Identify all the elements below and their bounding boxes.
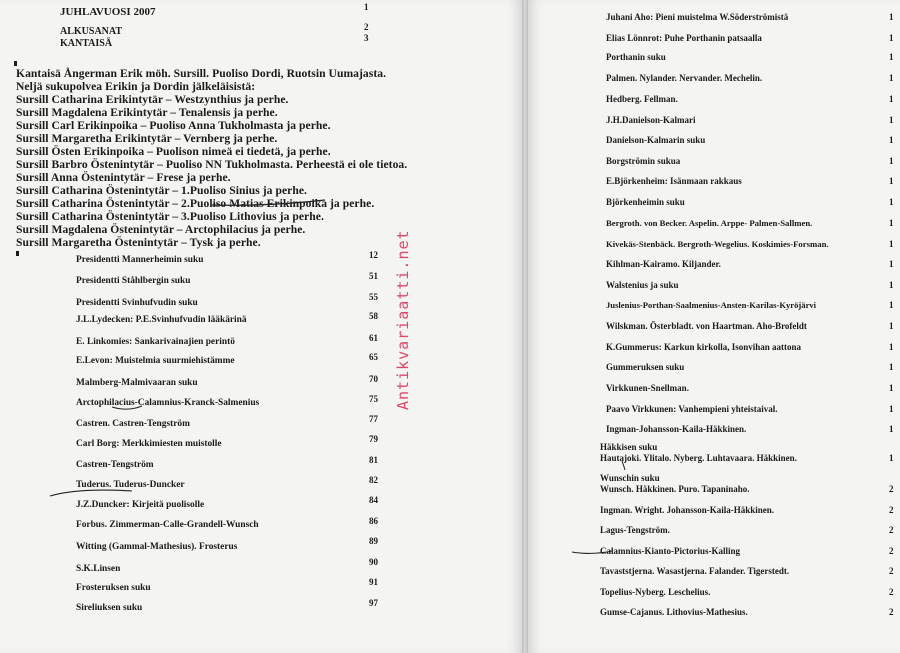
toc-entry: Walstenius ja suku xyxy=(606,280,679,290)
toc-entry: Wunschin suku xyxy=(600,473,660,483)
ancestry-line: Sursill Margaretha Östenintytär – Tysk ja perhe. xyxy=(16,236,261,249)
toc-entry: Presidentti Ståhlbergin suku xyxy=(76,276,191,286)
toc-entry: E.Levon: Muistelmia suurmiehistämme xyxy=(76,356,235,366)
toc-page: 1 xyxy=(889,342,894,352)
toc-entry: Wilskman. Österbladt. von Haartman. Aho-Brofeldt xyxy=(606,321,807,331)
toc-page: 1 xyxy=(889,176,894,186)
toc-page: 79 xyxy=(369,434,378,444)
toc-page: 55 xyxy=(369,292,378,302)
toc-page: 1 xyxy=(889,94,894,104)
intro-page-1: 3 xyxy=(364,33,369,43)
toc-page: 81 xyxy=(369,455,378,465)
ancestry-line: Sursill Anna Östenintytär – Frese ja perhe. xyxy=(16,171,231,184)
toc-page: 77 xyxy=(369,414,378,424)
ancestry-line: Sursill Carl Erikinpoika – Puoliso Anna Tukholmasta ja perhe. xyxy=(16,119,331,132)
toc-page: 1 xyxy=(889,73,894,83)
toc-entry: Frosteruksen suku xyxy=(76,583,151,593)
toc-entry: Hautajoki. Ylitalo. Nyberg. Luhtavaara. Häkkinen. xyxy=(600,453,797,463)
toc-page: 1 xyxy=(889,321,894,331)
toc-page: 82 xyxy=(369,475,378,485)
toc-entry: Presidentti Svinhufvudin suku xyxy=(76,298,198,308)
toc-page: 91 xyxy=(369,577,378,587)
toc-entry: Kivekäs-Stenbäck. Bergroth-Wegelius. Koskimies-Forsman. xyxy=(606,239,829,249)
toc-page: 1 xyxy=(889,239,894,249)
bullet-mark xyxy=(16,251,19,256)
toc-page: 75 xyxy=(369,394,378,404)
toc-entry: Ingman-Johansson-Kaila-Häkkinen. xyxy=(606,424,747,434)
bullet-mark xyxy=(14,61,17,66)
toc-entry: Arctophilacius-Calamnius-Kranck-Salmenius xyxy=(76,398,260,408)
ancestry-line: Sursill Catharina Erikintytär – Westzynthius ja perhe. xyxy=(16,93,289,106)
toc-entry: Carl Borg: Merkkimiesten muistolle xyxy=(76,439,222,449)
toc-page: 1 xyxy=(889,218,894,228)
toc-entry: Topelius-Nyberg. Leschelius. xyxy=(600,587,711,597)
toc-page: 2 xyxy=(889,607,894,617)
toc-entry: S.K.Linsen xyxy=(76,564,121,574)
toc-page: 1 xyxy=(889,115,894,125)
toc-entry: J.L.Lydecken: P.E.Svinhufvudin lääkärinä xyxy=(76,315,247,325)
toc-entry: Malmberg-Malmivaaran suku xyxy=(76,378,198,388)
toc-page: 2 xyxy=(889,587,894,597)
ancestry-line: Sursill Catharina Östenintytär – 1.Puoliso Sinius ja perhe. xyxy=(16,184,308,197)
toc-entry: Tavaststjerna. Wasastjerna. Falander. Tigerstedt. xyxy=(600,566,790,576)
toc-entry: Forbus. Zimmerman-Calle-Grandell-Wunsch xyxy=(76,520,259,530)
toc-page: 1 xyxy=(889,156,894,166)
toc-page: 12 xyxy=(369,250,378,260)
toc-entry: Tuderus. Tuderus-Duncker xyxy=(76,480,185,490)
toc-entry: Danielson-Kalmarin suku xyxy=(606,135,706,145)
toc-entry: Paavo Virkkunen: Vanhempieni yhteistaival. xyxy=(606,404,778,414)
toc-entry: K.Gummerus: Karkun kirkolla, Isonvihan aattona xyxy=(606,342,802,352)
toc-page: 84 xyxy=(369,495,378,505)
watermark-text: Antikvariaatti.net xyxy=(394,229,412,410)
toc-entry: Castren. Castren-Tengström xyxy=(76,419,190,429)
toc-entry: Gummeruksen suku xyxy=(606,362,685,372)
toc-page: 2 xyxy=(889,505,894,515)
toc-entry: Björkenheimin suku xyxy=(606,197,685,207)
toc-entry: E. Linkomies: Sankarivainajien perintö xyxy=(76,337,235,347)
toc-page: 86 xyxy=(369,516,378,526)
toc-page: 58 xyxy=(369,311,378,321)
ancestry-line: Sursill Catharina Östenintytär – 3.Puoliso Lithovius ja perhe. xyxy=(16,210,324,223)
toc-page: 1 xyxy=(889,33,894,43)
toc-page: 89 xyxy=(369,536,378,546)
ancestry-line: Sursill Margaretha Erikintytär – Vernberg ja perhe. xyxy=(16,132,278,145)
toc-page: 51 xyxy=(369,271,378,281)
toc-entry: Sireliuksen suku xyxy=(76,603,143,613)
toc-page: 1 xyxy=(889,52,894,62)
toc-entry: Palmen. Nylander. Nervander. Mechelin. xyxy=(606,73,763,83)
toc-page: 70 xyxy=(369,374,378,384)
toc-page: 1 xyxy=(889,424,894,434)
toc-page: 1 xyxy=(889,280,894,290)
ancestry-line: Neljä sukupolvea Erikin ja Dordin jälkeläisistä: xyxy=(16,80,256,93)
toc-page: 65 xyxy=(369,352,378,362)
page-title: JUHLAVUOSI 2007 xyxy=(60,6,156,18)
toc-entry: Lagus-Tengström. xyxy=(600,525,670,535)
toc-page: 1 xyxy=(889,383,894,393)
toc-page: 2 xyxy=(889,546,894,556)
toc-page: 1 xyxy=(889,300,894,310)
toc-entry: Castren-Tengström xyxy=(76,460,154,470)
toc-page: 2 xyxy=(889,525,894,535)
toc-page: 1 xyxy=(889,362,894,372)
toc-page: 90 xyxy=(369,557,378,567)
header-page-number: 1 xyxy=(364,2,369,12)
intro-label-0: ALKUSANAT xyxy=(60,26,123,37)
toc-entry: Wunsch. Häkkinen. Puro. Tapaninaho. xyxy=(600,484,750,494)
ancestry-line: Sursill Magdalena Erikintytär – Tenalensis ja perhe. xyxy=(16,106,278,119)
toc-page: 1 xyxy=(889,197,894,207)
ancestry-line: Sursill Östen Erikinpoika – Puolison nimeä ei tiedetä, ja perhe. xyxy=(16,145,331,158)
toc-page: 1 xyxy=(889,135,894,145)
ancestry-line: Sursill Magdalena Östenintytär – Arctophilacius ja perhe. xyxy=(16,223,306,236)
ancestry-line: Sursill Catharina Östenintytär – 2.Puoliso Matias Erikinpoika ja perhe. xyxy=(16,197,375,210)
toc-entry: Juslenius-Porthan-Saalmenius-Ansten-Karilas-Kyröjärvi xyxy=(606,300,817,310)
toc-page: 2 xyxy=(889,484,894,494)
toc-page: 1 xyxy=(889,259,894,269)
ancestry-line: Kantaisä Ångerman Erik möh. Sursill. Puoliso Dordi, Ruotsin Uumajasta. xyxy=(16,67,387,80)
right-page xyxy=(528,0,900,653)
toc-entry: Kihlman-Kairamo. Kiljander. xyxy=(606,259,721,269)
toc-entry: Calamnius-Kianto-Pictorius-Kalling xyxy=(600,546,741,556)
toc-page: 1 xyxy=(889,453,894,463)
toc-entry: Ingman. Wright. Johansson-Kaila-Häkkinen. xyxy=(600,505,774,515)
toc-page: 1 xyxy=(889,404,894,414)
toc-entry: Hedberg. Fellman. xyxy=(606,94,678,104)
toc-page: 61 xyxy=(369,333,378,343)
toc-entry: Elias Lönnrot: Puhe Porthanin patsaalla xyxy=(606,33,762,43)
toc-page: 2 xyxy=(889,566,894,576)
toc-entry: Juhani Aho: Pieni muistelma W.Söderströmistä xyxy=(606,12,789,22)
toc-entry: Borgströmin sukua xyxy=(606,156,681,166)
toc-entry: Häkkisen suku xyxy=(600,442,658,452)
toc-entry: Presidentti Mannerheimin suku xyxy=(76,255,204,265)
toc-entry: J.H.Danielson-Kalmari xyxy=(606,115,696,125)
toc-page: 1 xyxy=(889,12,894,22)
toc-entry: Gumse-Cajanus. Lithovius-Mathesius. xyxy=(600,607,748,617)
toc-page: 97 xyxy=(369,598,378,608)
toc-entry: Virkkunen-Snellman. xyxy=(606,383,689,393)
ancestry-line: Sursill Barbro Östenintytär – Puoliso NN Tukholmasta. Perheestä ei ole tietoa. xyxy=(16,158,408,171)
toc-entry: E.Björkenheim: Isänmaan rakkaus xyxy=(606,176,742,186)
toc-entry: Witting (Gammal-Mathesius). Frosterus xyxy=(76,542,238,552)
intro-label-1: KANTAISÄ xyxy=(60,38,113,49)
intro-page-0: 2 xyxy=(364,22,369,32)
toc-entry: Bergroth. von Becker. Aspelin. Arppe- Palmen-Sallmen. xyxy=(606,218,813,228)
toc-entry: Porthanin suku xyxy=(606,52,666,62)
toc-entry: J.Z.Duncker: Kirjeitä puolisolle xyxy=(76,500,205,510)
